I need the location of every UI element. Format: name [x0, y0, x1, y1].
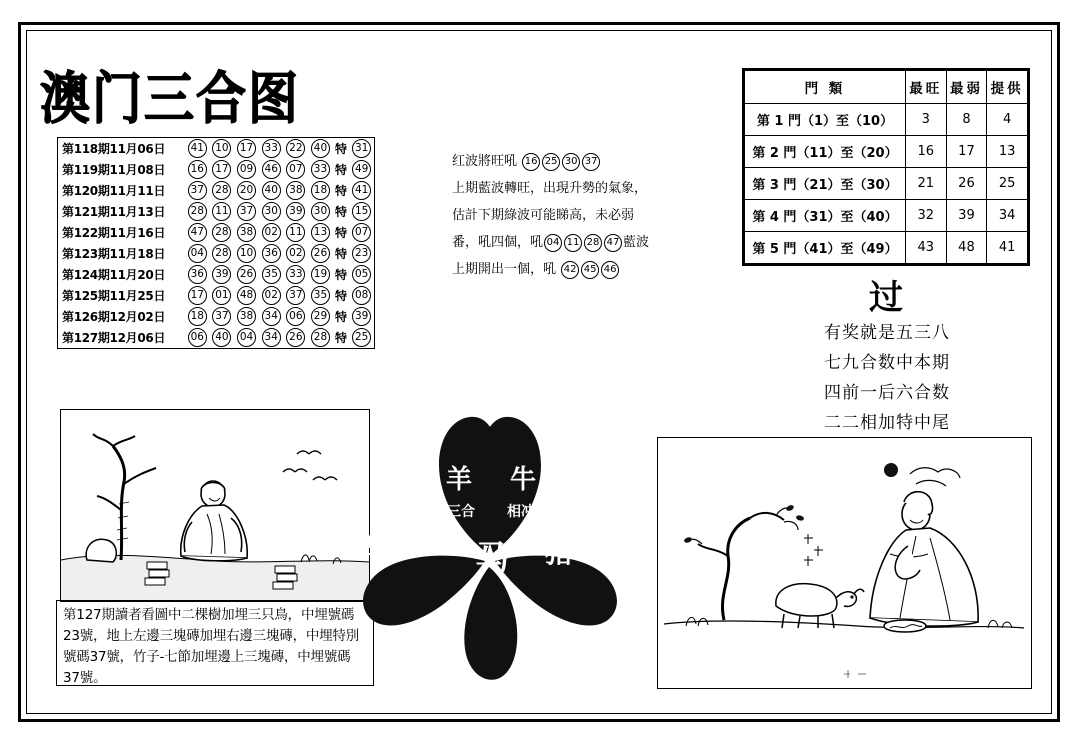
commentary-line-5-balls	[560, 262, 620, 277]
flower-label-right: 猪	[544, 536, 573, 569]
draw-date: 第123期11月18日	[62, 247, 166, 261]
stats-worst: 17	[946, 136, 987, 168]
draw-number	[259, 222, 284, 243]
ball: 18	[311, 181, 330, 200]
draw-number	[308, 285, 333, 306]
ball: 10	[237, 244, 256, 263]
draw-number	[308, 222, 333, 243]
draw-number	[234, 285, 259, 306]
ball: 06	[188, 328, 207, 347]
stats-row-label: 第 2 門（11）至（20）	[745, 136, 906, 168]
ball-special: 23	[352, 244, 371, 263]
left-illustration-art	[61, 410, 369, 601]
draw-number	[234, 264, 259, 285]
stats-worst: 26	[946, 168, 987, 200]
ball: 07	[286, 160, 305, 179]
commentary-ball: 30	[562, 153, 580, 171]
ball: 13	[311, 223, 330, 242]
draw-date: 第118期11月06日	[62, 142, 166, 156]
stats-offer: 13	[987, 136, 1028, 168]
draw-number	[259, 180, 284, 201]
flower-label-center-big: 马	[475, 539, 509, 579]
draw-number	[210, 306, 235, 327]
draw-number	[210, 327, 235, 348]
commentary-ball: 16	[522, 153, 540, 171]
ball: 28	[311, 328, 330, 347]
ball: 40	[262, 181, 281, 200]
commentary-line-4-post: 藍波	[623, 235, 650, 250]
draw-number	[185, 222, 210, 243]
stats-row	[745, 136, 1028, 168]
ball-special: 05	[352, 265, 371, 284]
commentary-line-4-pre: 番，吼四個，吼	[452, 235, 544, 250]
draw-number	[210, 264, 235, 285]
draw-date: 第124期11月20日	[62, 268, 166, 282]
commentary-line-5-pre: 上期開出一個，吼	[452, 262, 557, 277]
table-row	[58, 138, 374, 159]
draw-number	[259, 264, 284, 285]
draw-number	[234, 138, 259, 159]
ball: 39	[286, 202, 305, 221]
zodiac-flower	[335, 403, 645, 683]
flower-label-left: 兔	[363, 531, 390, 561]
special-label: 特	[335, 268, 348, 282]
draw-number	[259, 159, 284, 180]
ball: 38	[237, 223, 256, 242]
ball: 26	[286, 328, 305, 347]
ball: 26	[311, 244, 330, 263]
commentary-line-3: 估計下期綠波可能睇高，未必弱	[452, 208, 635, 223]
flower-label-top-left: 羊	[445, 465, 472, 495]
ball: 47	[188, 223, 207, 242]
table-row	[58, 327, 374, 348]
ball: 38	[286, 181, 305, 200]
ball: 10	[212, 139, 231, 158]
ball: 11	[212, 202, 231, 221]
ball: 40	[311, 139, 330, 158]
ball: 22	[286, 139, 305, 158]
draw-number	[284, 138, 309, 159]
draw-number	[210, 243, 235, 264]
draw-number	[210, 159, 235, 180]
draw-number	[308, 306, 333, 327]
ball: 17	[237, 139, 256, 158]
stats-worst: 48	[946, 232, 987, 264]
draw-number	[308, 159, 333, 180]
ball: 06	[286, 307, 305, 326]
draw-number	[308, 180, 333, 201]
draw-number	[284, 306, 309, 327]
ball: 33	[311, 160, 330, 179]
flower-label-center-small: 六合	[419, 514, 447, 530]
ball: 41	[188, 139, 207, 158]
guo-lines	[742, 318, 1032, 438]
draw-number	[259, 327, 284, 348]
ball-special: 08	[352, 286, 371, 305]
draw-number	[259, 201, 284, 222]
draw-number	[308, 138, 333, 159]
draw-number	[185, 180, 210, 201]
stats-best: 16	[905, 136, 946, 168]
ball: 37	[212, 307, 231, 326]
draw-number	[284, 264, 309, 285]
draw-number	[284, 201, 309, 222]
stats-best: 43	[905, 232, 946, 264]
special-label: 特	[335, 184, 348, 198]
stats-best: 21	[905, 168, 946, 200]
draw-number	[185, 285, 210, 306]
draw-number	[185, 306, 210, 327]
table-row	[58, 222, 374, 243]
special-number	[349, 243, 374, 264]
stats-row	[745, 232, 1028, 264]
stats-offer: 4	[987, 104, 1028, 136]
draw-history-table	[57, 137, 375, 349]
special-label: 特	[335, 289, 348, 303]
ball: 30	[262, 202, 281, 221]
special-label: 特	[335, 142, 348, 156]
draw-number	[259, 285, 284, 306]
commentary-line-1	[452, 148, 702, 175]
ball: 04	[237, 328, 256, 347]
ball: 33	[286, 265, 305, 284]
commentary-ball: 11	[564, 234, 582, 252]
commentary-ball: 25	[542, 153, 560, 171]
draw-number	[234, 159, 259, 180]
guo-heading: 过	[869, 278, 905, 318]
ball: 01	[212, 286, 231, 305]
special-label: 特	[335, 310, 348, 324]
draw-number	[185, 264, 210, 285]
draw-number	[234, 201, 259, 222]
ball: 26	[237, 265, 256, 284]
ball: 29	[311, 307, 330, 326]
ball: 38	[237, 307, 256, 326]
ball: 17	[188, 286, 207, 305]
draw-number	[210, 201, 235, 222]
special-number	[349, 222, 374, 243]
stats-row-label: 第 4 門（31）至（40）	[745, 200, 906, 232]
draw-number	[284, 285, 309, 306]
stats-worst: 8	[946, 104, 987, 136]
ball: 40	[212, 328, 231, 347]
category-stats-table	[742, 68, 1030, 266]
commentary-ball: 04	[544, 234, 562, 252]
ball: 34	[262, 307, 281, 326]
draw-number	[185, 138, 210, 159]
commentary-ball: 42	[561, 261, 579, 279]
draw-number	[308, 243, 333, 264]
stats-header: 門 類	[745, 71, 906, 104]
ball: 35	[311, 286, 330, 305]
draw-date: 第126期12月02日	[62, 310, 166, 324]
commentary-ball: 46	[601, 261, 619, 279]
ball: 09	[237, 160, 256, 179]
special-number	[349, 327, 374, 348]
ball: 34	[262, 328, 281, 347]
commentary-line-1-text: 红波將旺吼	[452, 154, 518, 169]
guo-line: 七九合数中本期	[824, 353, 950, 373]
special-number	[349, 201, 374, 222]
special-label: 特	[335, 205, 348, 219]
ball: 33	[262, 139, 281, 158]
right-illustration-art	[658, 438, 1031, 688]
ball: 28	[212, 181, 231, 200]
ball-special: 31	[352, 139, 371, 158]
commentary-ball: 47	[604, 234, 622, 252]
table-row	[58, 243, 374, 264]
ball-special: 39	[352, 307, 371, 326]
ball-special: 07	[352, 223, 371, 242]
ball: 28	[212, 223, 231, 242]
commentary-block	[452, 148, 702, 283]
stats-row	[745, 200, 1028, 232]
draw-number	[185, 243, 210, 264]
commentary-line-4-balls	[543, 235, 623, 250]
draw-date: 第127期12月06日	[62, 331, 166, 345]
draw-number	[234, 180, 259, 201]
ball: 16	[188, 160, 207, 179]
ball: 02	[286, 244, 305, 263]
flower-label-mid-left: 三合	[447, 504, 475, 520]
draw-date: 第121期11月13日	[62, 205, 166, 219]
draw-number	[210, 138, 235, 159]
draw-date: 第122期11月16日	[62, 226, 166, 240]
ball: 28	[212, 244, 231, 263]
draw-date: 第120期11月11日	[62, 184, 166, 198]
stats-row-label: 第 3 門（21）至（30）	[745, 168, 906, 200]
ball: 36	[188, 265, 207, 284]
draw-number	[210, 222, 235, 243]
special-number	[349, 138, 374, 159]
ball: 28	[188, 202, 207, 221]
ball: 04	[188, 244, 207, 263]
draw-number	[259, 306, 284, 327]
commentary-line-1-balls	[521, 154, 601, 169]
stats-row-label: 第 5 門（41）至（49）	[745, 232, 906, 264]
table-row	[58, 180, 374, 201]
ball: 36	[262, 244, 281, 263]
special-label: 特	[335, 331, 348, 345]
right-illustration	[657, 437, 1032, 689]
ball: 11	[286, 223, 305, 242]
guo-line: 四前一后六合数	[824, 383, 950, 403]
draw-number	[308, 327, 333, 348]
commentary-ball: 28	[584, 234, 602, 252]
draw-number	[185, 201, 210, 222]
ball: 39	[212, 265, 231, 284]
ball-special: 15	[352, 202, 371, 221]
special-label: 特	[335, 226, 348, 240]
guo-line: 二二相加特中尾	[824, 413, 950, 433]
draw-number	[259, 243, 284, 264]
draw-number	[284, 222, 309, 243]
commentary-ball: 37	[582, 153, 600, 171]
draw-number	[284, 327, 309, 348]
ball-special: 49	[352, 160, 371, 179]
draw-number	[284, 243, 309, 264]
draw-number	[234, 327, 259, 348]
stats-row	[745, 168, 1028, 200]
stats-header: 最弱	[946, 71, 987, 104]
draw-number	[210, 285, 235, 306]
draw-number	[185, 159, 210, 180]
commentary-line-4	[452, 229, 702, 256]
ball: 48	[237, 286, 256, 305]
commentary-line-5	[452, 256, 702, 283]
draw-number	[234, 222, 259, 243]
stats-offer: 41	[987, 232, 1028, 264]
stats-best: 3	[905, 104, 946, 136]
flower-label-mid-right: 相冲	[507, 504, 535, 520]
table-row	[58, 159, 374, 180]
stats-worst: 39	[946, 200, 987, 232]
guo-block	[742, 278, 1032, 438]
draw-number	[210, 180, 235, 201]
commentary-ball: 45	[581, 261, 599, 279]
ball: 37	[286, 286, 305, 305]
special-number	[349, 306, 374, 327]
stats-header: 最旺	[905, 71, 946, 104]
draw-number	[284, 159, 309, 180]
special-number	[349, 285, 374, 306]
draw-number	[308, 264, 333, 285]
ball: 17	[212, 160, 231, 179]
draw-number	[284, 180, 309, 201]
stats-offer: 25	[987, 168, 1028, 200]
special-number	[349, 180, 374, 201]
draw-date: 第119期11月08日	[62, 163, 166, 177]
draw-number	[308, 201, 333, 222]
ball-special: 25	[352, 328, 371, 347]
ball: 20	[237, 181, 256, 200]
stats-offer: 34	[987, 200, 1028, 232]
ball: 02	[262, 223, 281, 242]
table-row	[58, 306, 374, 327]
special-label: 特	[335, 247, 348, 261]
ball: 02	[262, 286, 281, 305]
draw-number	[234, 243, 259, 264]
stats-best: 32	[905, 200, 946, 232]
left-illustration	[60, 409, 370, 602]
special-number	[349, 159, 374, 180]
stats-row	[745, 104, 1028, 136]
ball: 18	[188, 307, 207, 326]
ball: 37	[188, 181, 207, 200]
ball: 37	[237, 202, 256, 221]
draw-number	[259, 138, 284, 159]
flower-label-top-right: 牛	[509, 465, 536, 495]
stats-row-label: 第 1 門（1）至（10）	[745, 104, 906, 136]
ball: 46	[262, 160, 281, 179]
table-row	[58, 285, 374, 306]
stats-header: 提供	[987, 71, 1028, 104]
ball: 19	[311, 265, 330, 284]
special-label: 特	[335, 163, 348, 177]
draw-number	[185, 327, 210, 348]
table-row	[58, 201, 374, 222]
page-title: 澳门三合图	[40, 66, 300, 132]
ball: 35	[262, 265, 281, 284]
commentary-line-2: 上期藍波轉旺，出現升勢的氣象，	[452, 181, 648, 196]
table-row	[58, 264, 374, 285]
left-caption: 第127期讀者看圖中二棵樹加埋三只鳥，中埋號碼23號，地上左邊三塊磚加埋右邊三塊磚，中埋特別號碼37號，竹子-七節加埋邊上三塊磚，中埋號碼37號。	[56, 600, 374, 686]
ball-special: 41	[352, 181, 371, 200]
draw-date: 第125期11月25日	[62, 289, 166, 303]
special-number	[349, 264, 374, 285]
draw-number	[234, 306, 259, 327]
guo-line: 有奖就是五三八	[824, 323, 950, 343]
ball: 30	[311, 202, 330, 221]
